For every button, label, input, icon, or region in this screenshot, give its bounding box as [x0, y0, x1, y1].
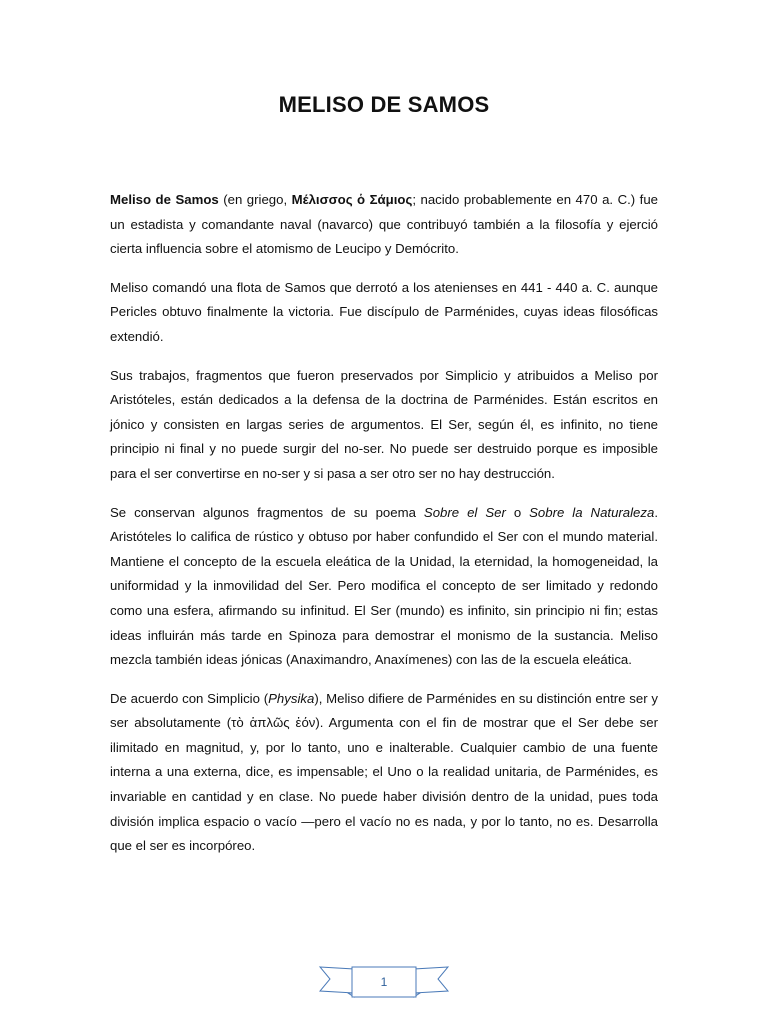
document-title: MELISO DE SAMOS: [278, 92, 490, 117]
text-run: (en griego,: [218, 192, 292, 207]
text-run: De acuerdo con Simplicio (: [110, 690, 269, 706]
text-run: o: [505, 504, 530, 520]
text-run: ; nacido probablemente en 470 a. C.) fue un estadista y comandante naval (navarco) que contribuyó también a la filosofía y ejerció cierta influencia sobre el atomismo de Leucipo y Demócrito.: [110, 192, 659, 257]
paragraph: [110, 276, 658, 350]
text-run: Meliso comandó una flota de Samos que derrotó a los atenienses en 441 - 440 a. C. aunque Pericles obtuvo finalmente la victoria. Fue discípulo de Parménides, cuyas ideas filosóficas extendió.: [110, 279, 658, 344]
paragraph: [110, 501, 658, 673]
text-run: Μέλισσος ὁ Σάμιος: [291, 192, 413, 207]
paragraph: [110, 188, 658, 262]
document-body: [110, 188, 658, 873]
paragraph: [110, 364, 658, 487]
paragraph: [110, 687, 658, 859]
text-run: . Aristóteles lo califica de rústico y obtuso por haber confundido el Ser con el mundo material. Mantiene el concepto de la escuela eleática de la Unidad, la eternidad, la homogeneidad, la uniformidad y la inmovilidad del Ser. Pero modifica el concepto de ser limitado y redondo como una esfera, afirmando su infinitud. El Ser (mundo) es infinito, sin principio ni fin; estas ideas influirán más tarde en Spinoza para demostrar el monismo de la sustancia. Meliso mezcla también ideas jónicas (Anaximandro, Anaxímenes) con las de la escuela eleática.: [110, 504, 658, 668]
text-run: Sobre el Ser: [423, 504, 506, 520]
text-run: ), Meliso difiere de Parménides en su distinción entre ser y ser absolutamente (τὸ ἁπλῶς ἐόν). Argumenta con el fin de mostrar que el Ser debe ser ilimitado en magnitud, y, por lo tanto, uno e inalterable. Cualquier cambio de una fuente interna a una externa, dice, es impensable; el Uno o la realidad unitaria, de Parménides, es invariable en cantidad y en clase. No puede haber división dentro de la unidad, pues toda división implica espacio o vacío —pero el vacío no es nada, y por lo tanto, no es. Desarrolla que el ser es incorpóreo.: [110, 690, 658, 854]
text-run: Meliso de Samos: [110, 192, 219, 207]
page-number: 1: [380, 975, 388, 989]
page-footer: [0, 963, 768, 1003]
text-run: Sus trabajos, fragmentos que fueron preservados por Simplicio y atribuidos a Meliso por Aristóteles, están dedicados a la defensa de la doctrina de Parménides. Están escritos en jónico y consisten en largas series de argumentos. El Ser, según él, es infinito, no tiene principio ni final y no puede surgir del no-ser. No puede ser destruido porque es imposible para el ser convertirse en no-ser y si pasa a ser otro ser no hay destrucción.: [110, 367, 658, 481]
text-run: Physika: [268, 690, 315, 706]
text-run: Sobre la Naturaleza: [529, 504, 655, 520]
text-run: Se conservan algunos fragmentos de su poema: [110, 504, 424, 520]
